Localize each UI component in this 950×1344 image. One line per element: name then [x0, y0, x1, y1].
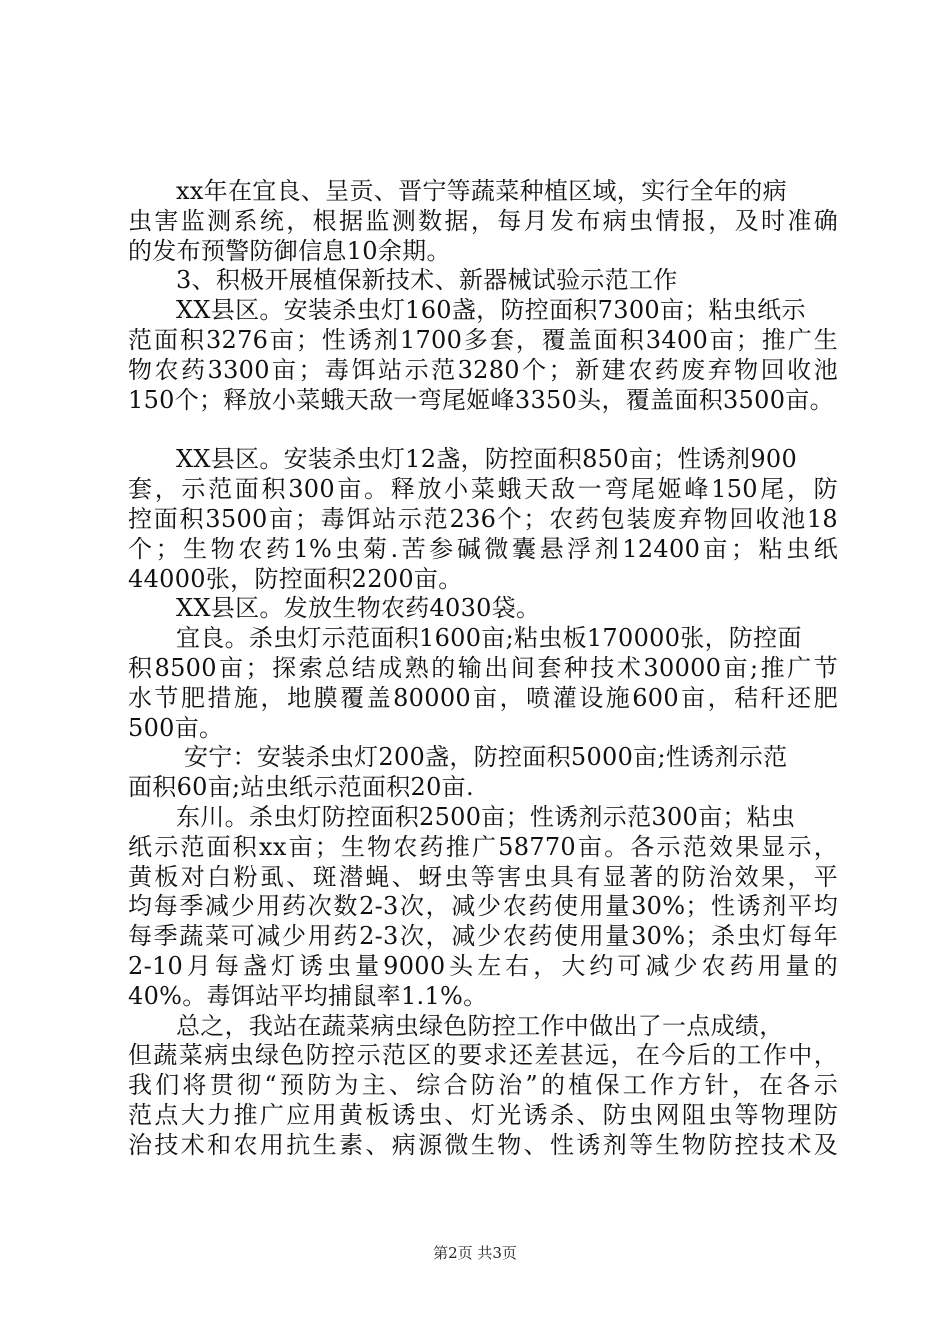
text-line: 44000张，防控面积2200亩。 [128, 564, 463, 593]
text-line: 水节肥措施，地膜覆盖80000亩，喷灌设施600亩，秸秆还肥 [128, 683, 838, 712]
text-line: 黄板对白粉虱、斑潜蝇、蚜虫等害虫具有显著的防治效果，平 [128, 862, 838, 891]
text-line: 500亩。 [128, 713, 224, 742]
text-line: 2-10月每盏灯诱虫量9000头左右，大约可减少农药用量的 [128, 951, 838, 980]
text-line: 个；生物农药1%虫菊.苦参碱微囊悬浮剂12400亩；粘虫纸 [128, 534, 838, 563]
text-line: 控面积3500亩；毒饵站示范236个；农药包装废弃物回收池18 [128, 504, 838, 533]
text-line: 150个；释放小菜蛾天敌一弯尾姬峰3350头，覆盖面积3500亩。 [128, 385, 834, 414]
text-line: 纸示范面积xx亩；生物农药推广58770亩。各示范效果显示， [128, 832, 838, 861]
text-line: 治技术和农用抗生素、病源微生物、性诱剂等生物防控技术及 [128, 1130, 838, 1159]
paragraph-gap [128, 415, 838, 445]
text-line: 东川。杀虫灯防控面积2500亩；性诱剂示范300亩；粘虫 [176, 802, 796, 831]
text-line: xx年在宜良、呈贡、晋宁等蔬菜种植区域，实行全年的病 [176, 177, 787, 205]
text-line: XX县区。发放生物农药4030袋。 [176, 594, 541, 623]
text-line: 积8500亩；探索总结成熟的输出间套种技术30000亩;推广节 [128, 653, 838, 682]
text-line: 物农药3300亩；毒饵站示范3280个；新建农药废弃物回收池 [128, 355, 838, 384]
text-line: 范面积3276亩；性诱剂1700多套，覆盖面积3400亩；推广生 [128, 325, 838, 354]
text-line: 安宁：安装杀虫灯200盏，防控面积5000亩;性诱剂示范 [184, 743, 788, 772]
text-line: 总之，我站在蔬菜病虫绿色防控工作中做出了一点成绩， [176, 1011, 784, 1040]
page-number-footer: 第2页 共3页 [433, 1244, 517, 1262]
text-line: 的发布预警防御信息10余期。 [128, 236, 451, 265]
text-line: 均每季减少用药次数2-3次，减少农药使用量30%；性诱剂平均 [128, 892, 838, 921]
text-line: 面积60亩;站虫纸示范面积20亩. [128, 773, 474, 802]
document-body [128, 177, 838, 1161]
text-line: 范点大力推广应用黄板诱虫、灯光诱杀、防虫网阻虫等物理防 [128, 1100, 838, 1129]
section-heading: 3、积极开展植保新技术、新器械试验示范工作 [176, 266, 678, 295]
text-line: 40%。毒饵站平均捕鼠率1.1%。 [128, 981, 488, 1010]
text-line: 套，示范面积300亩。释放小菜蛾天敌一弯尾姬峰150尾，防 [128, 475, 838, 504]
text-line: 虫害监测系统，根据监测数据，每月发布病虫情报，及时准确 [128, 206, 838, 235]
text-line: 每季蔬菜可减少用药2-3次，减少农药使用量30%；杀虫灯每年 [128, 922, 838, 951]
text-line: 但蔬菜病虫绿色防控示范区的要求还差甚远，在今后的工作中， [128, 1041, 838, 1070]
text-line: XX县区。安装杀虫灯160盏，防控面积7300亩；粘虫纸示 [176, 296, 806, 325]
text-line: 宜良。杀虫灯示范面积1600亩;粘虫板170000张，防控面 [176, 624, 802, 653]
text-line: XX县区。安装杀虫灯12盏，防控面积850亩；性诱剂900 [176, 445, 798, 474]
text-line: 我们将贯彻“预防为主、综合防治”的植保工作方针，在各示 [128, 1071, 838, 1100]
